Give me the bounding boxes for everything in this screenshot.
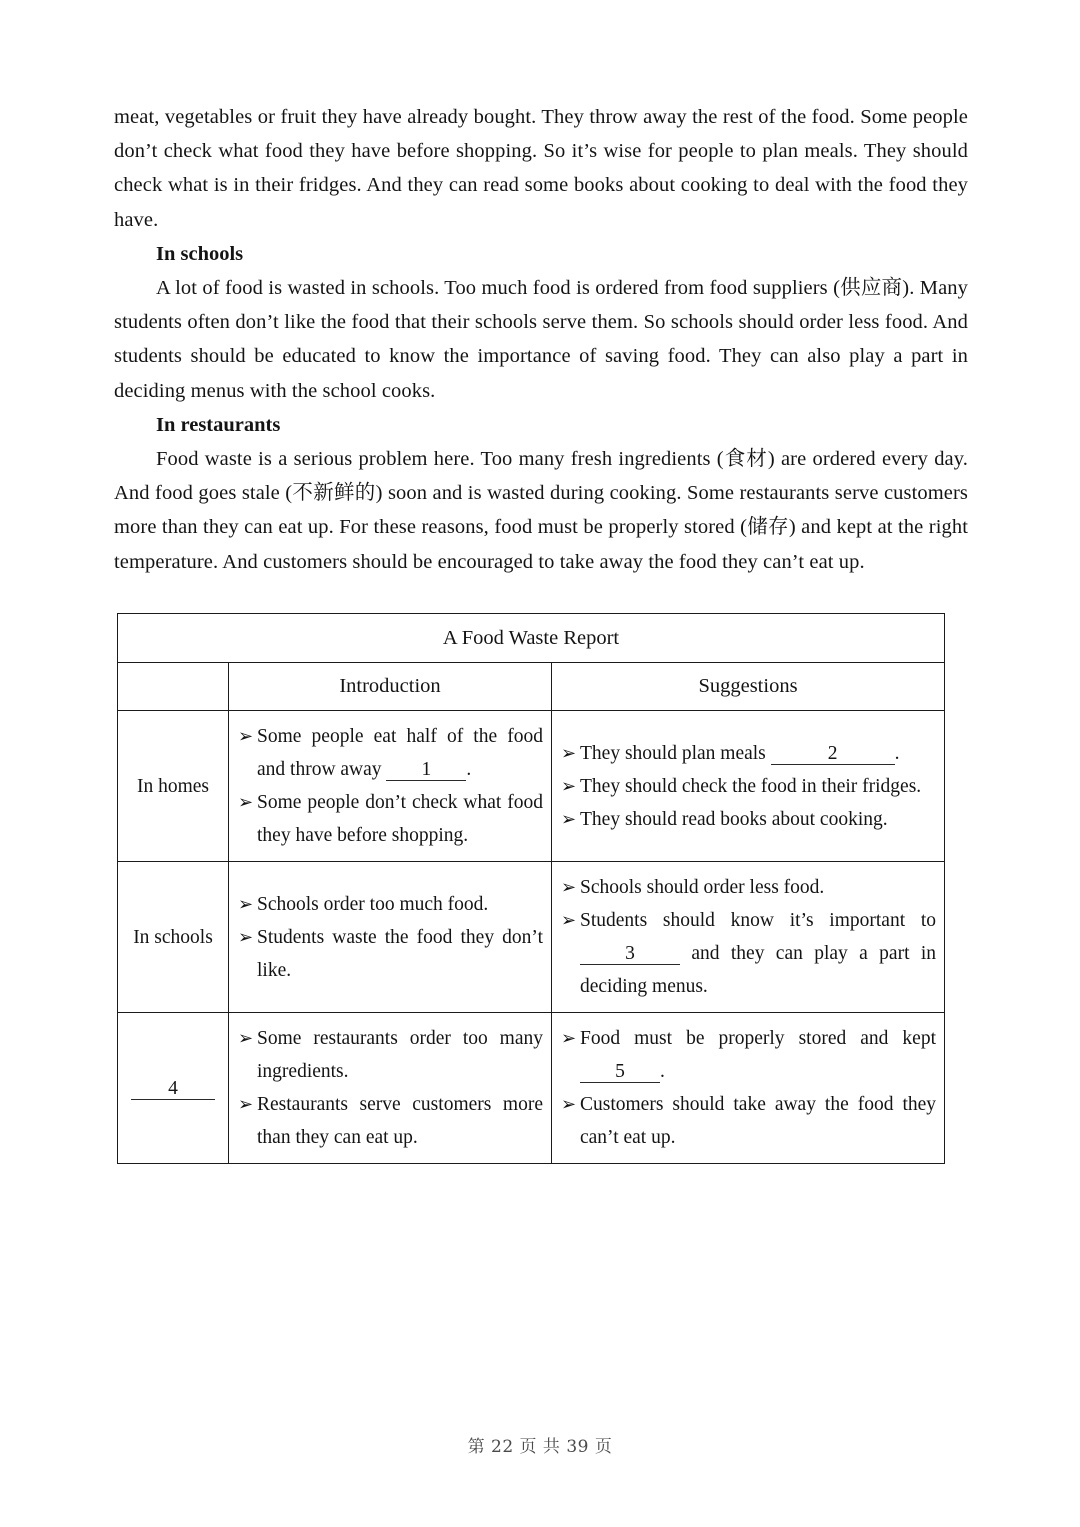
arrow-bullet-icon: ➢ [238,926,254,947]
arrow-bullet-icon: ➢ [561,742,577,763]
row-suggestions-in-homes [552,711,945,862]
arrow-bullet-icon: ➢ [561,1028,577,1048]
table-row [118,862,945,1013]
bullet-text: Students waste the food they don’t like. [257,926,543,981]
bullet-text: Schools order too much food. [257,893,489,915]
bullet-text: Customers should take away the food they can’t eat up. [580,1094,937,1148]
row-suggestions-in-schools [552,862,945,1013]
arrow-bullet-icon: ➢ [238,792,254,812]
heading-in-schools: In schools [156,242,244,265]
list-item [238,888,543,921]
bullet-text-after: . [660,1061,665,1082]
answer-blank-4[interactable]: 4 [131,1078,215,1100]
row-category-blank [118,1013,229,1164]
answer-blank-3[interactable]: 3 [580,944,680,965]
arrow-bullet-icon: ➢ [238,726,254,746]
list-item [561,1022,936,1088]
food-waste-report-table [117,613,945,1164]
arrow-bullet-icon: ➢ [561,808,577,829]
bullet-text-after: . [894,742,900,764]
bullet-text: Schools should order less food. [580,877,825,898]
bullet-text: Some restaurants order too many ingredients. [257,1028,543,1082]
answer-blank-2[interactable]: 2 [771,744,895,765]
answer-blank-1[interactable]: 1 [386,760,466,781]
bullet-text: Students should know it’s important to [580,910,937,931]
list-item [561,1088,936,1154]
document-body [114,100,968,579]
bullet-text: Restaurants serve customers more than they can eat up. [257,1094,543,1148]
bullet-text: They should plan meals [580,742,771,764]
heading-in-restaurants: In restaurants [156,413,281,436]
list-item [561,770,936,803]
list-item [238,1088,543,1154]
paragraph-in-restaurants: Food waste is a serious problem here. Too many fresh ingredients (食材) are ordered every day. And food goes stale (不新鲜的) soon and is wasted during cooking. Some restaurants serve customers more than they can eat up. For these reasons, food must be properly stored (储存) and kept at the right temperature. And customers should be encouraged to take away the food they can’t eat up. [114,448,968,573]
arrow-bullet-icon: ➢ [238,893,254,914]
list-item [238,786,543,852]
arrow-bullet-icon: ➢ [561,910,577,930]
table-row [118,1013,945,1164]
column-header-introduction: Introduction [229,663,552,711]
arrow-bullet-icon: ➢ [238,1094,254,1114]
page-footer: 第 22 页 共 39 页 [467,1437,613,1457]
row-category-in-homes: In homes [118,711,229,862]
arrow-bullet-icon: ➢ [561,877,577,897]
row-introduction-in-restaurants [229,1013,552,1164]
row-introduction-in-homes [229,711,552,862]
bullet-text: They should read books about cooking. [580,808,888,830]
column-header-category [118,663,229,711]
bullet-text: Food must be properly stored and kept [580,1028,937,1049]
arrow-bullet-icon: ➢ [238,1028,254,1048]
list-item [561,871,936,904]
bullet-text: They should check the food in their fridges. [580,775,922,797]
list-item [238,921,543,987]
list-item [238,720,543,786]
list-item [561,737,936,770]
list-item [238,1022,543,1088]
bullet-text: Some people eat half of the food and throw away [257,726,543,780]
table-header-row [118,663,945,711]
bullet-text-after: . [466,759,472,780]
arrow-bullet-icon: ➢ [561,1094,577,1114]
table-row [118,711,945,862]
paragraph-in-schools: A lot of food is wasted in schools. Too much food is ordered from food suppliers (供应商). Many students often don’t like the food that their schools serve them. So schools should order less food. And students should be educated to know the importance of saving food. They can also play a part in deciding menus with the school cooks. [114,277,968,402]
bullet-text: Some people don’t check what food they have before shopping. [257,792,543,846]
row-suggestions-in-restaurants [552,1013,945,1164]
paragraph-intro: meat, vegetables or fruit they have already bought. They throw away the rest of the food. Some people don’t check what food they have before shopping. So it’s wise for people to plan meals. They should check what is in their fridges. And they can read some books about cooking to deal with the food they have. [114,106,968,231]
arrow-bullet-icon: ➢ [561,775,577,796]
table-title: A Food Waste Report [118,614,945,663]
list-item [561,803,936,836]
column-header-suggestions: Suggestions [552,663,945,711]
bullet-text-after: and they can play a part in deciding menus. [580,943,937,997]
table-title-row [118,614,945,663]
row-introduction-in-schools [229,862,552,1013]
answer-blank-5[interactable]: 5 [580,1062,660,1083]
row-category-in-schools: In schools [118,862,229,1013]
list-item [561,904,936,1003]
